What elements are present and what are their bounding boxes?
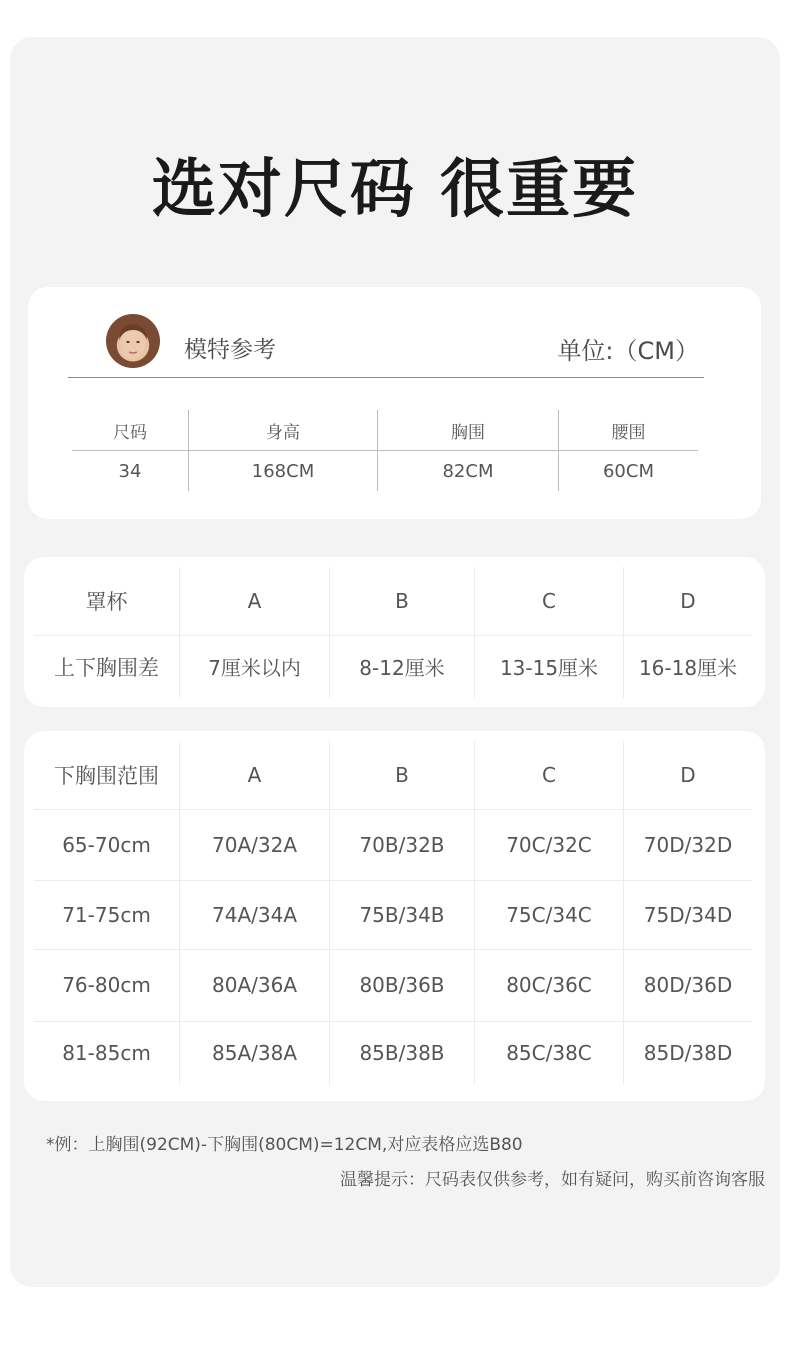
table-header-row [72,410,698,451]
size-cell: 75B/34B [330,880,475,949]
row-label: 上下胸围差 [34,635,180,698]
size-cell: 75D/34D [624,880,753,949]
table-cell: 13-15厘米 [475,635,624,698]
cup-letter: B [330,567,475,635]
range-cell: 65-70cm [34,809,180,880]
size-chart-card [24,731,765,1101]
table-row [34,880,752,949]
size-cell: 85D/38D [624,1021,753,1085]
size-cell: 75C/34C [475,880,624,949]
size-cell: 85A/38A [180,1021,330,1085]
size-cell: 80A/36A [180,949,330,1021]
table-cell: 34 [118,460,142,482]
cup-letter: D [624,567,753,635]
table-cell: 8-12厘米 [330,635,475,698]
size-cell: 85C/38C [475,1021,624,1085]
size-cell: 70C/32C [475,809,624,880]
size-cell: 80C/36C [475,949,624,1021]
model-reference-label: 模特参考 [184,337,276,363]
size-cell: 70B/32B [330,809,475,880]
model-measurements-table [72,410,698,491]
size-cell: 80B/36B [330,949,475,1021]
footnote-example: *例：上胸围(92CM)-下胸围(80CM)=12CM,对应表格应选B80 [46,1135,523,1155]
header-cell: 尺码 [72,410,189,451]
table-cell: 82CM [378,451,559,492]
cup-letter: A [180,567,330,635]
range-cell: 71-75cm [34,880,180,949]
range-header-label: 下胸围范围 [54,763,159,788]
model-reference-card [28,287,761,519]
table-row [34,949,752,1021]
table-cell: 16-18厘米 [624,635,753,698]
size-chart-table [34,741,752,1085]
cup-letter: B [330,741,475,809]
header-cell: 腰围 [559,410,699,451]
range-cell: 76-80cm [34,949,180,1021]
cup-letter: D [624,741,753,809]
divider [68,377,704,378]
table-row [34,809,752,880]
cup-letter: A [180,741,330,809]
table-cell: 7厘米以内 [180,635,330,698]
header-cell: 身高 [189,410,378,451]
size-cell: 70D/32D [624,809,753,880]
model-avatar [106,314,160,368]
cup-letter: C [475,741,624,809]
size-cell: 85B/38B [330,1021,475,1085]
table-row [34,1021,752,1085]
page-title: 选对尺码 很重要 [151,153,639,227]
header-cell: 胸围 [378,410,559,451]
table-cell: 168CM [189,451,378,492]
table-cell: 60CM [559,451,699,492]
table-row [72,451,698,492]
table-header-row [34,741,752,809]
cup-letter: C [475,567,624,635]
cup-difference-table [34,567,752,698]
size-cell: 74A/34A [180,880,330,949]
footnote-tip: 温馨提示：尺码表仅供参考，如有疑问，购买前咨询客服 [340,1170,765,1190]
unit-label: 单位:（CM） [557,337,699,365]
size-cell: 80D/36D [624,949,753,1021]
range-cell: 81-85cm [34,1021,180,1085]
cup-difference-card [24,557,765,707]
cup-header-label: 罩杯 [85,589,128,614]
table-row [34,635,752,698]
table-header-row [34,567,752,635]
size-cell: 70A/32A [180,809,330,880]
